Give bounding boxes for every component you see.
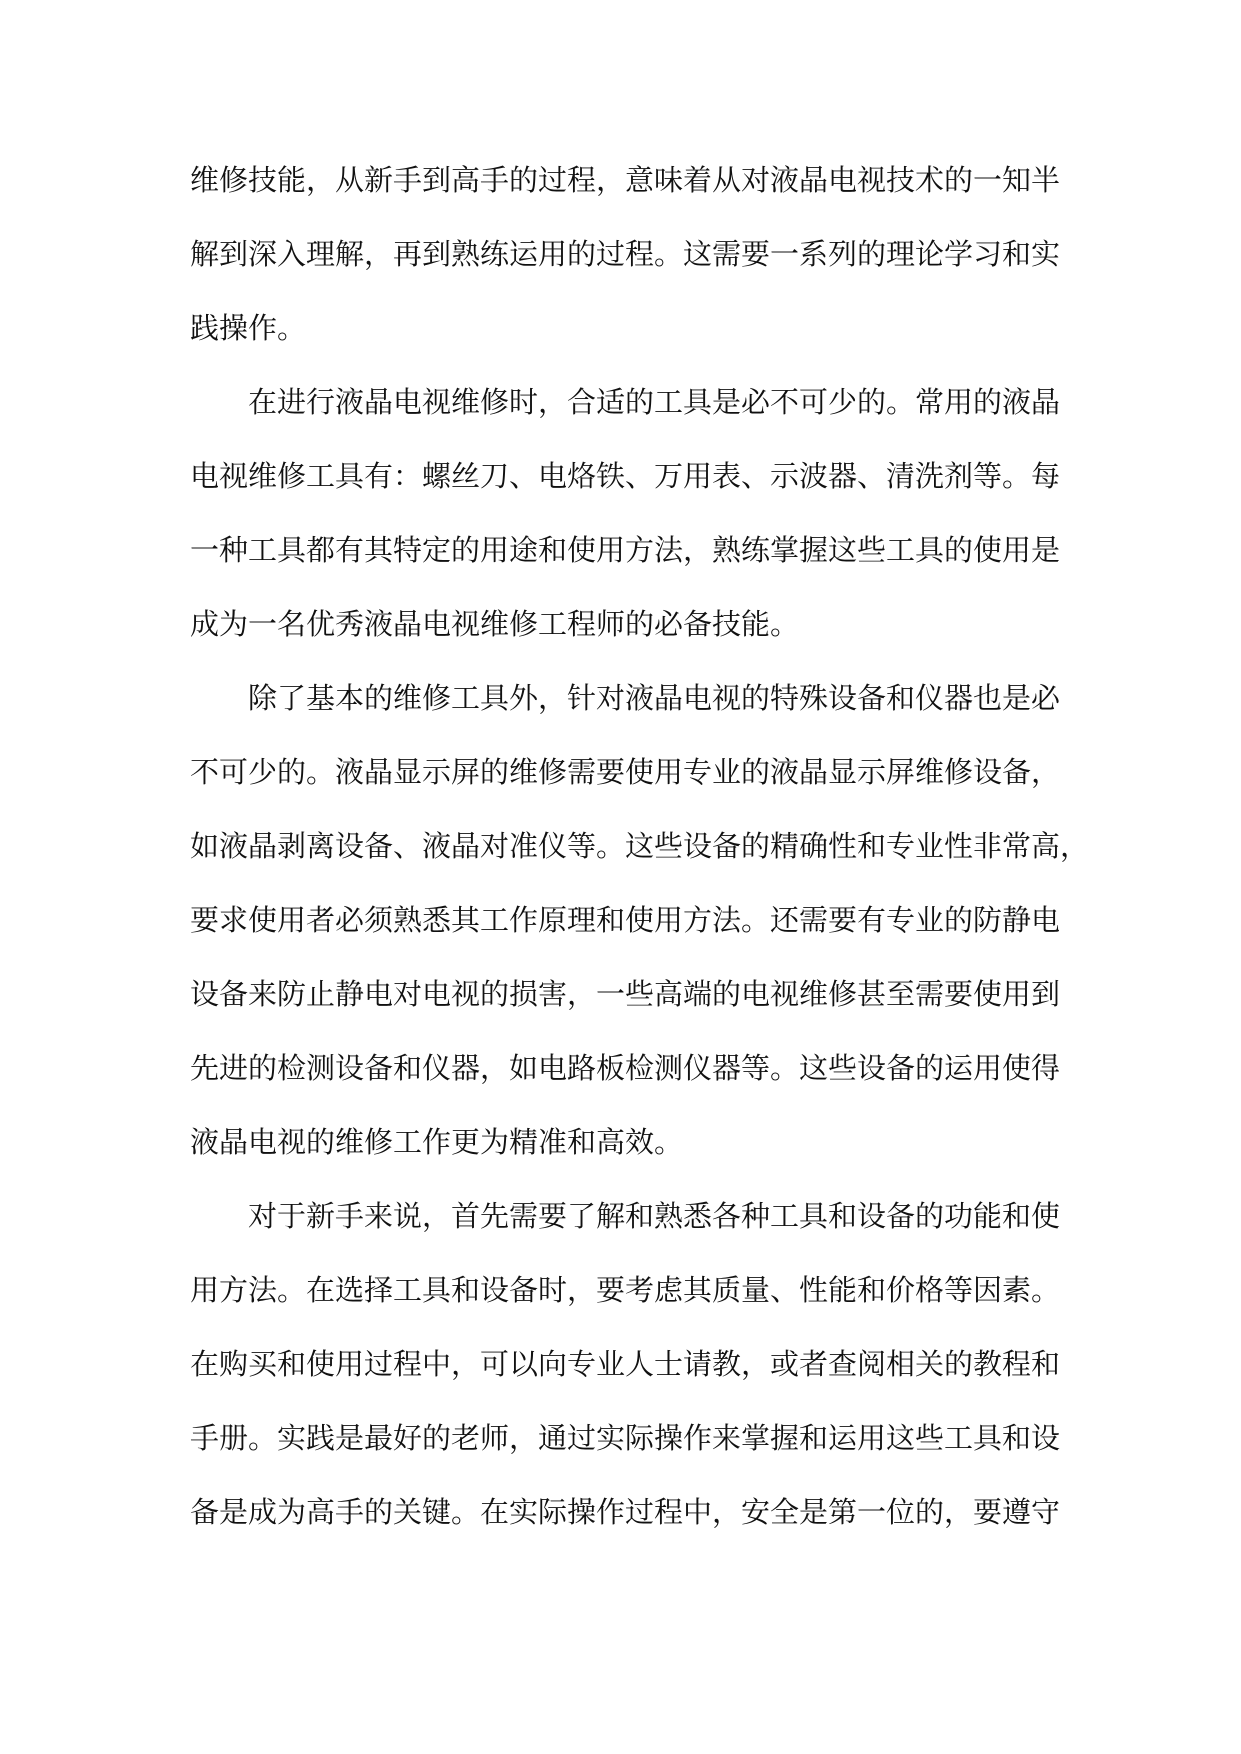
text-line: 先进的检测设备和仪器，如电路板检测仪器等。这些设备的运用使得 [190,1051,1061,1085]
paragraph-3 [190,661,1090,1179]
text-line: 不可少的。液晶显示屏的维修需要使用专业的液晶显示屏维修设备， [190,755,1061,789]
text-line: 液晶电视的维修工作更为精准和高效。 [190,1125,684,1159]
text-line: 践操作。 [190,311,307,345]
text-line: 成为一名优秀液晶电视维修工程师的必备技能。 [190,607,800,641]
paragraph-2 [190,365,1061,661]
text-line: 电视维修工具有：螺丝刀、电烙铁、万用表、示波器、清洗剂等。每 [190,459,1061,493]
text-line: 在购买和使用过程中，可以向专业人士请教，或者查阅相关的教程和 [190,1347,1061,1381]
text-line: 用方法。在选择工具和设备时，要考虑其质量、性能和价格等因素。 [190,1273,1061,1307]
paragraph-1 [190,143,1061,365]
text-line: 一种工具都有其特定的用途和使用方法，熟练掌握这些工具的使用是 [190,533,1061,567]
text-line: 除了基本的维修工具外，针对液晶电视的特殊设备和仪器也是必 [248,681,1061,715]
text-line: 在进行液晶电视维修时，合适的工具是必不可少的。常用的液晶 [248,385,1061,419]
body-text [190,143,1090,1549]
text-line: 手册。实践是最好的老师，通过实际操作来掌握和运用这些工具和设 [190,1421,1061,1455]
text-line: 维修技能，从新手到高手的过程，意味着从对液晶电视技术的一知半 [190,163,1061,197]
text-line: 要求使用者必须熟悉其工作原理和使用方法。还需要有专业的防静电 [190,903,1061,937]
text-line: 设备来防止静电对电视的损害，一些高端的电视维修甚至需要使用到 [190,977,1061,1011]
text-line: 备是成为高手的关键。在实际操作过程中，安全是第一位的，要遵守 [190,1495,1061,1529]
text-line: 对于新手来说，首先需要了解和熟悉各种工具和设备的功能和使 [248,1199,1061,1233]
text-line: 如液晶剥离设备、液晶对准仪等。这些设备的精确性和专业性非常高， [190,829,1090,863]
text-line: 解到深入理解，再到熟练运用的过程。这需要一系列的理论学习和实 [190,237,1061,271]
paragraph-4 [190,1179,1061,1549]
